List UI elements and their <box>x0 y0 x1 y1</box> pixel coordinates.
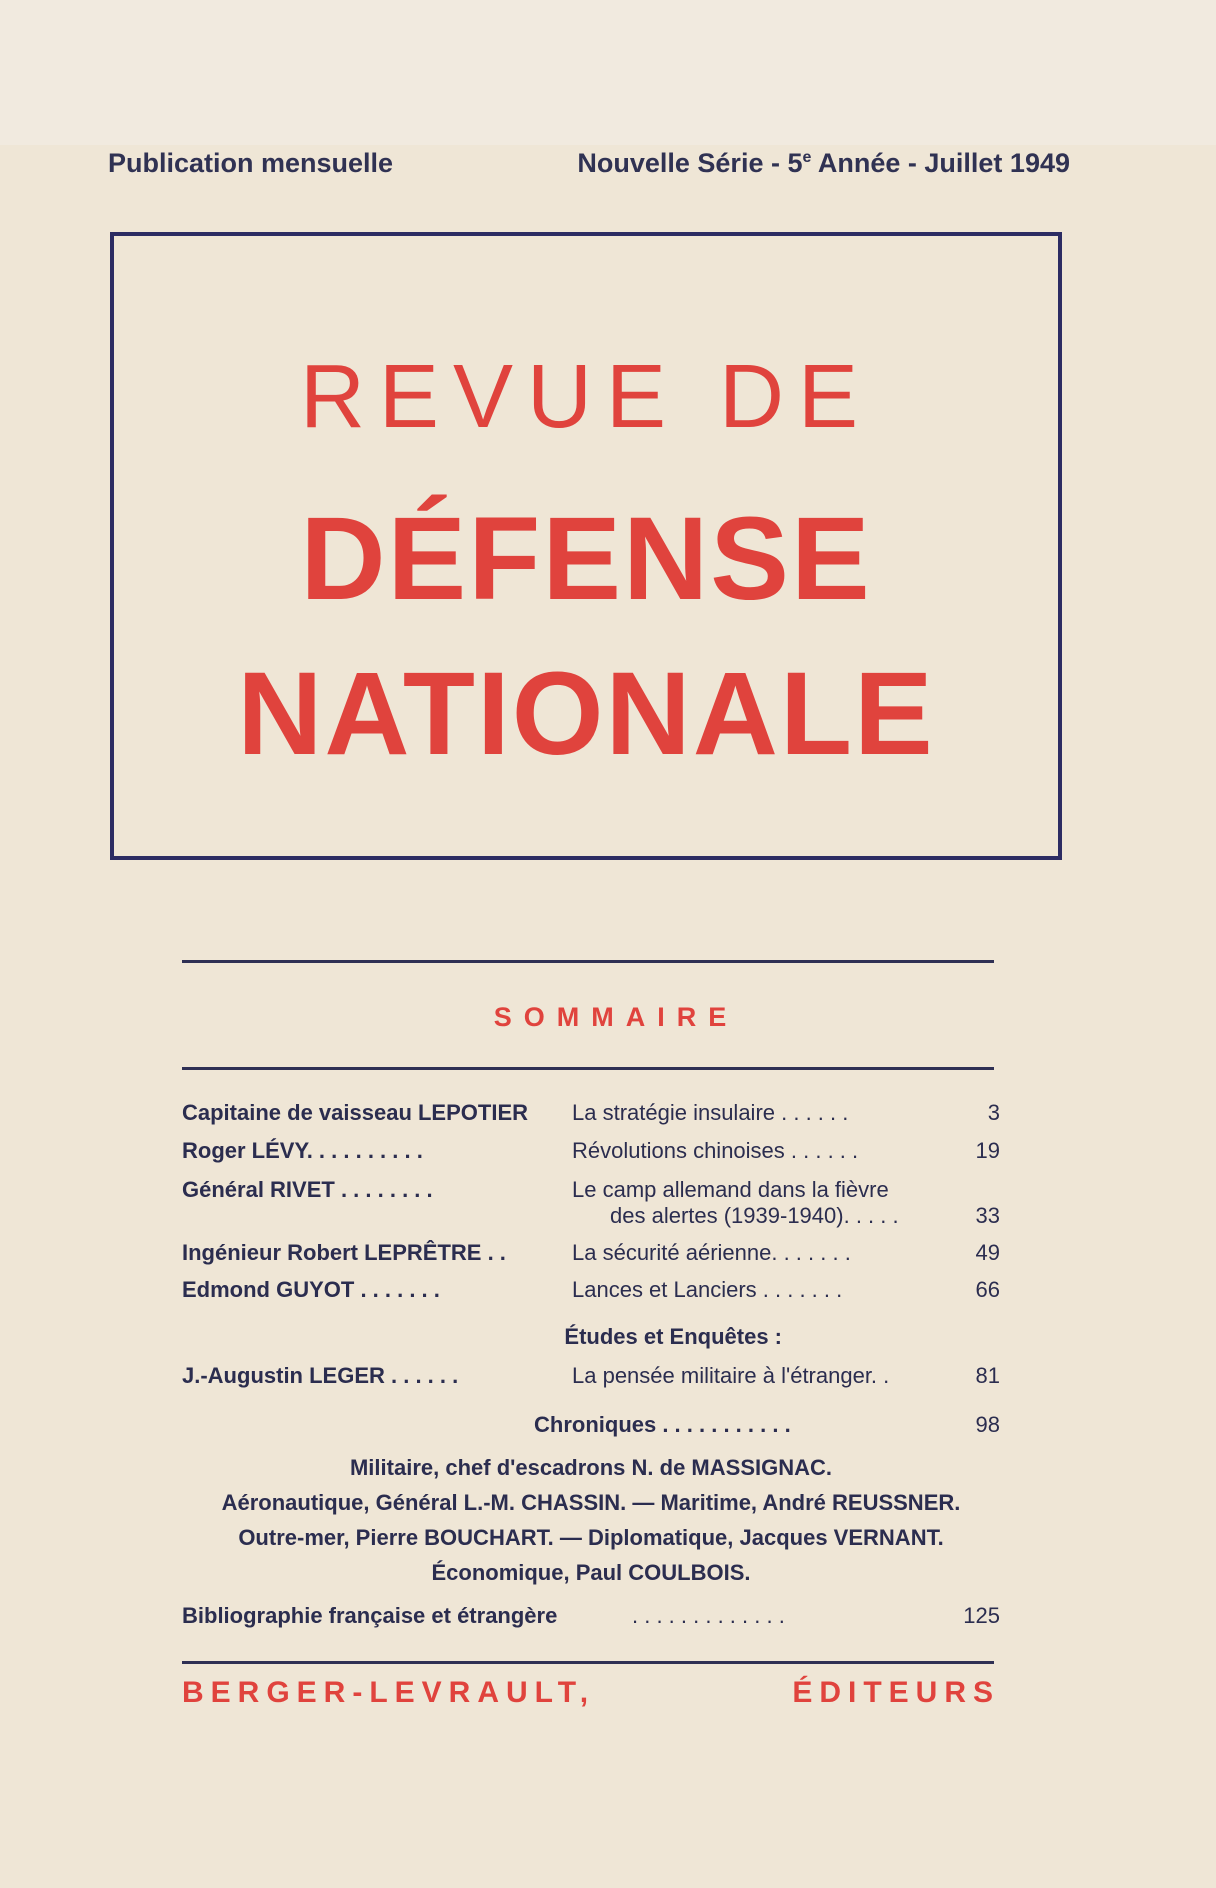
toc-page: 3 <box>987 1100 1000 1125</box>
toc-page: 49 <box>975 1240 1000 1265</box>
toc-page: 66 <box>975 1277 1000 1302</box>
toc-title-continued: des alertes (1939-1940). . . . . <box>610 1203 899 1228</box>
chroniques-line: Aéronautique, Général L.-M. CHASSIN. — Maritime, André REUSSNER. <box>221 1490 961 1515</box>
toc-author: Ingénieur Robert LEPRÊTRE . . <box>182 1240 506 1265</box>
publication-frequency: Publication mensuelle <box>108 148 394 178</box>
toc-title: Lances et Lanciers . . . . . . . <box>572 1277 843 1302</box>
issue-info <box>577 148 1070 179</box>
toc-page: 81 <box>975 1363 1000 1388</box>
toc-page: 33 <box>975 1203 1000 1228</box>
paper-top-band <box>0 0 1216 145</box>
issue-sup: e <box>802 149 812 166</box>
toc-page: 19 <box>975 1138 1000 1163</box>
divider-top <box>182 960 994 963</box>
toc-author: Roger LÉVY. . . . . . . . . . <box>182 1138 423 1163</box>
toc-author: Général RIVET . . . . . . . . <box>182 1177 433 1202</box>
etudes-heading: Études et Enquêtes : <box>564 1324 782 1349</box>
toc-title: La stratégie insulaire . . . . . . <box>572 1100 849 1125</box>
toc-page: 125 <box>963 1603 1000 1628</box>
publisher-role: ÉDITEURS <box>792 1676 1000 1709</box>
title-frame <box>110 232 1062 860</box>
toc-page: 98 <box>975 1412 1000 1437</box>
toc-author: Capitaine de vaisseau LEPOTIER <box>182 1100 529 1125</box>
toc-title: Révolutions chinoises . . . . . . <box>572 1138 859 1163</box>
chroniques-line: Outre-mer, Pierre BOUCHART. — Diplomatique, Jacques VERNANT. <box>238 1525 944 1550</box>
toc-author: J.-Augustin LEGER . . . . . . <box>182 1363 459 1388</box>
toc-title: Le camp allemand dans la fièvre <box>572 1177 889 1202</box>
chroniques-line: Militaire, chef d'escadrons N. de MASSIGNAC. <box>349 1455 832 1480</box>
sommaire-heading: SOMMAIRE <box>493 1002 739 1032</box>
title-line-2: DÉFENSE <box>300 493 872 625</box>
bibliographie-label: Bibliographie française et étrangère <box>182 1603 558 1628</box>
toc-author: Edmond GUYOT . . . . . . . <box>182 1277 440 1302</box>
title-line-3: NATIONALE <box>237 648 935 780</box>
publisher-name: BERGER-LEVRAULT, <box>182 1676 596 1709</box>
page-header <box>108 148 1070 184</box>
divider-bottom <box>182 1661 994 1664</box>
chroniques-line: Économique, Paul COULBOIS. <box>431 1560 751 1585</box>
chroniques-label: Chroniques . . . . . . . . . . . <box>534 1412 791 1437</box>
toc-title: La sécurité aérienne. . . . . . . <box>572 1240 851 1265</box>
issue-series: Nouvelle Série - 5 <box>577 148 803 178</box>
toc-title: La pensée militaire à l'étranger. . <box>572 1363 890 1388</box>
divider-mid <box>182 1067 994 1070</box>
issue-date: Année - Juillet 1949 <box>811 148 1070 178</box>
bibliographie-dots: . . . . . . . . . . . . . <box>632 1603 785 1628</box>
title-line-1: REVUE DE <box>299 347 873 447</box>
